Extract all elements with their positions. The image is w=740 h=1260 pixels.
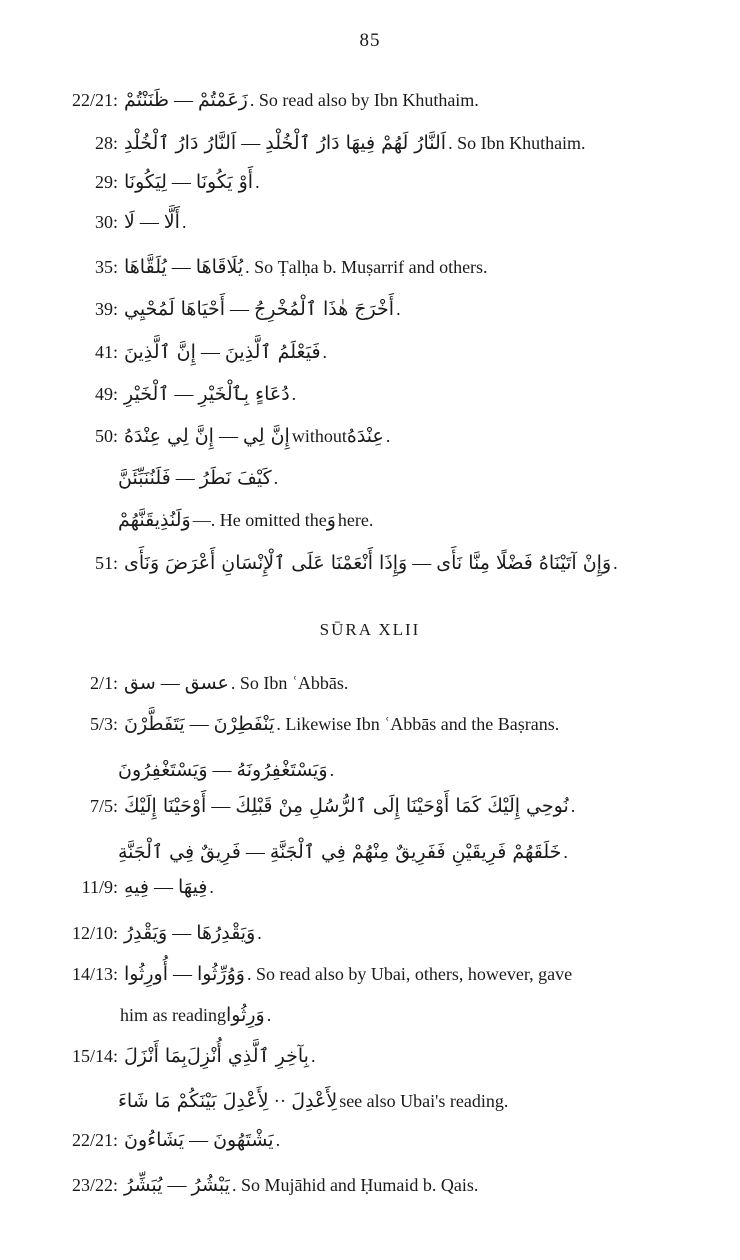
arabic-base-reading: إِنَّ لِي bbox=[242, 424, 290, 447]
arabic-variant bbox=[124, 963, 245, 986]
arabic-variant-reading: فَرِيقٌ فِي ٱلْجَنَّةِ bbox=[118, 840, 241, 863]
dash-separator: — bbox=[174, 383, 194, 405]
arabic-variant bbox=[124, 132, 446, 155]
verse-reference: 41: bbox=[94, 341, 118, 362]
english-note: him as reading bbox=[120, 1004, 226, 1025]
dash-separator: — bbox=[211, 795, 231, 817]
english-note: . bbox=[310, 1045, 316, 1066]
variant-line bbox=[38, 954, 572, 994]
verse-reference: 12/10: bbox=[71, 922, 118, 943]
english-note: . Likewise Ibn ʿAbbās and the Baṣrans. bbox=[276, 713, 560, 734]
arabic-base-reading: زَعَمْتُمْ bbox=[197, 88, 248, 111]
variant-line bbox=[60, 162, 260, 202]
variant-line bbox=[38, 1120, 280, 1160]
arabic-inline: عِنْدَهُ bbox=[346, 425, 384, 447]
arabic-variant-reading: فَلَنُنَبِّئَنَّ bbox=[118, 466, 171, 489]
arabic-variant bbox=[118, 509, 191, 531]
arabic-base-reading: يُلَاقَاهَا bbox=[195, 255, 244, 278]
arabic-variant-reading: وَلَنُذِيقَنَّهُمْ bbox=[118, 509, 191, 531]
arabic-variant bbox=[124, 383, 290, 406]
english-note: without bbox=[291, 425, 347, 446]
english-note: . bbox=[563, 841, 568, 862]
english-note: . So read also by Ibn Khuthaim. bbox=[249, 89, 479, 110]
arabic-variant-reading: يَتَفَطَّرْنَ bbox=[124, 712, 185, 735]
dash-separator: — bbox=[167, 1174, 187, 1196]
dash-separator: — bbox=[172, 922, 192, 944]
variant-line bbox=[118, 750, 334, 790]
arabic-base-reading: يَنْفَطِرْنَ bbox=[213, 712, 275, 735]
english-note-end: . bbox=[266, 1004, 272, 1025]
variant-line bbox=[60, 374, 296, 414]
verse-reference: 15/14: bbox=[71, 1045, 118, 1066]
english-note-end: here. bbox=[337, 509, 374, 530]
variant-line bbox=[60, 786, 575, 826]
arabic-variant-reading: بِمَا أَنْزَلَ bbox=[124, 1045, 187, 1067]
arabic-variant-reading: وَيَسْتَغْفِرُونَ bbox=[118, 758, 208, 781]
verse-reference: 28: bbox=[94, 132, 118, 153]
dash-separator: — bbox=[200, 341, 220, 363]
dash-separator: — bbox=[412, 552, 432, 574]
english-note-end: . bbox=[385, 425, 391, 446]
variant-line bbox=[38, 1036, 315, 1076]
dash-separator: — bbox=[245, 841, 265, 863]
dash-separator: — bbox=[241, 132, 261, 154]
arabic-variant-reading: لِيَكُونَا bbox=[124, 170, 167, 193]
arabic-variant-reading: ظَنَنْتُمْ bbox=[124, 88, 169, 111]
english-note: . bbox=[181, 211, 187, 232]
arabic-base-reading: لِأَعْدِلَ bbox=[291, 1089, 338, 1112]
dash-separator: — bbox=[173, 963, 193, 985]
dash-separator: — bbox=[175, 467, 195, 489]
english-note: . bbox=[209, 876, 214, 897]
english-note: —. He omitted the bbox=[192, 509, 327, 530]
arabic-variant bbox=[118, 1090, 337, 1113]
verse-reference: 30: bbox=[94, 211, 118, 232]
english-note: . bbox=[275, 1129, 281, 1150]
verse-reference: 7/5: bbox=[89, 795, 118, 816]
arabic-variant bbox=[124, 876, 207, 899]
verse-reference: 39: bbox=[94, 298, 118, 319]
english-note: . bbox=[291, 383, 297, 404]
arabic-variant-reading: لِأَعْدِلَ بَيْنَكُمْ مَا شَاءَ bbox=[118, 1089, 269, 1112]
arabic-variant bbox=[124, 552, 611, 575]
variant-line bbox=[38, 913, 262, 953]
variant-line bbox=[60, 289, 401, 329]
dash-separator: — bbox=[189, 713, 209, 735]
arabic-variant-reading: وَإِذَا أَنْعَمْنَا عَلَى ٱلْإِنْسَانِ أَعْرَضَ وَنَأَى bbox=[124, 551, 408, 574]
arabic-variant bbox=[118, 841, 561, 864]
dash-separator: — bbox=[218, 425, 238, 447]
variant-line bbox=[60, 416, 390, 456]
variant-line bbox=[60, 202, 186, 242]
variant-line bbox=[38, 1165, 478, 1205]
english-note: . So Ibn Khuthaim. bbox=[448, 132, 586, 153]
arabic-base-reading: أَوْ يَكُونَا bbox=[195, 170, 254, 193]
variant-line bbox=[118, 995, 271, 1035]
english-note: . bbox=[255, 171, 260, 192]
dash-separator: — bbox=[171, 171, 191, 193]
english-note: . bbox=[273, 467, 279, 488]
english-note: see also Ubai's reading. bbox=[339, 1090, 509, 1111]
variant-line bbox=[60, 247, 488, 287]
arabic-base-reading: اَلنَّارُ لَهُمْ فِيهَا دَارُ ٱلْخُلْدِ bbox=[265, 131, 447, 154]
verse-reference: 23/22: bbox=[71, 1174, 118, 1195]
verse-reference: 49: bbox=[94, 383, 118, 404]
arabic-variant bbox=[124, 425, 290, 448]
arabic-base-reading: وَيَسْتَغْفِرُونَهُ bbox=[236, 758, 328, 781]
arabic-base-reading: فَيَعْلَمُ ٱلَّذِينَ bbox=[224, 340, 321, 363]
arabic-variant bbox=[124, 211, 180, 234]
arabic-variant-reading: أَحْيَاهَا لَمُحْيِي bbox=[124, 297, 226, 320]
dash-separator: — bbox=[171, 256, 191, 278]
verse-reference: 2/1: bbox=[89, 672, 118, 693]
variant-line bbox=[38, 80, 479, 120]
arabic-base-reading: نُوحِي إِلَيْكَ كَمَا أَوْحَيْنَا إِلَى ٱلرُّسُلِ مِنْ قَبْلِكَ bbox=[235, 794, 569, 817]
arabic-base-reading: وَوُرِّثُوا bbox=[197, 962, 245, 985]
english-note: . bbox=[570, 795, 576, 816]
variant-line bbox=[38, 867, 214, 907]
dash-separator: — bbox=[189, 1129, 209, 1151]
page-number: 85 bbox=[359, 30, 381, 51]
dash-separator: — bbox=[230, 298, 250, 320]
arabic-variant bbox=[118, 759, 328, 782]
arabic-base-reading: كَيْفَ نَطَرُ bbox=[199, 466, 272, 489]
english-note: . bbox=[613, 552, 618, 573]
arabic-variant bbox=[124, 298, 394, 321]
arabic-base-reading: وَيَقْدِرُهَا bbox=[196, 921, 256, 944]
arabic-variant-reading: سق bbox=[124, 671, 156, 694]
dash-separator: — bbox=[173, 89, 193, 111]
arabic-variant bbox=[124, 1045, 309, 1067]
arabic-variant bbox=[124, 256, 243, 279]
variant-line bbox=[60, 123, 586, 163]
arabic-variant bbox=[124, 795, 569, 818]
english-note: . bbox=[322, 341, 328, 362]
variant-line bbox=[118, 500, 373, 540]
verse-reference: 29: bbox=[94, 171, 118, 192]
arabic-variant bbox=[124, 89, 248, 112]
arabic-variant bbox=[124, 171, 253, 194]
verse-reference: 11/9: bbox=[81, 876, 118, 897]
arabic-base-reading: أَلَّا bbox=[163, 210, 180, 233]
dash-separator: — bbox=[212, 759, 232, 781]
variant-line bbox=[60, 332, 327, 372]
arabic-variant bbox=[124, 1129, 274, 1152]
verse-reference: 50: bbox=[94, 425, 118, 446]
english-note: . So Ṭalḥa b. Muṣarrif and others. bbox=[245, 256, 488, 277]
arabic-base-reading: عسق bbox=[184, 671, 229, 694]
english-note: . So Mujāhid and Ḥumaid b. Qais. bbox=[231, 1174, 479, 1195]
english-note: . bbox=[329, 759, 335, 780]
arabic-variant bbox=[118, 467, 272, 490]
arabic-inline: وَرِثُوا bbox=[225, 1004, 265, 1026]
dash-separator: ·· bbox=[273, 1090, 287, 1112]
variant-line bbox=[60, 704, 559, 744]
arabic-variant bbox=[124, 1174, 230, 1197]
arabic-variant-reading: لَا bbox=[124, 210, 135, 233]
english-note: . So Ibn ʿAbbās. bbox=[230, 672, 349, 693]
arabic-variant-reading: ٱلْخَيْرِ bbox=[124, 382, 170, 405]
arabic-variant-reading: يُلَقَّاهَا bbox=[124, 255, 167, 278]
arabic-base-reading: وَإِنْ آتَيْنَاهُ فَضْلًا مِنَّا نَأَى bbox=[436, 551, 612, 574]
arabic-base-reading: يَشْتَهُونَ bbox=[213, 1128, 274, 1151]
verse-reference: 22/21: bbox=[71, 89, 118, 110]
arabic-base-reading: بِآخِرِ ٱلَّذِي أُنْزِلَ bbox=[186, 1045, 309, 1067]
verse-reference: 14/13: bbox=[71, 963, 118, 984]
dash-separator: — bbox=[154, 876, 174, 898]
verse-reference: 51: bbox=[94, 552, 118, 573]
variant-line bbox=[118, 1081, 508, 1121]
arabic-variant-reading: يَشَاءُونَ bbox=[124, 1128, 185, 1151]
verse-reference: 35: bbox=[94, 256, 118, 277]
arabic-variant-reading: أُورِثُوا bbox=[124, 962, 169, 985]
arabic-variant-reading: وَيَقْدِرُ bbox=[124, 921, 168, 944]
variant-line bbox=[118, 832, 568, 872]
arabic-variant bbox=[124, 341, 321, 364]
english-note: . So read also by Ubai, others, however, gave bbox=[246, 963, 573, 984]
arabic-variant-reading: أَوْحَيْنَا إِلَيْكَ bbox=[124, 794, 207, 817]
verse-reference: 22/21: bbox=[71, 1129, 118, 1150]
arabic-variant bbox=[124, 922, 255, 945]
verse-reference: 5/3: bbox=[89, 713, 118, 734]
arabic-variant-reading: فِيهِ bbox=[124, 875, 150, 898]
arabic-base-reading: يَبْشُرُ bbox=[191, 1173, 230, 1196]
arabic-variant-reading: إِنَّ لِي عِنْدَهُ bbox=[124, 424, 214, 447]
english-note: . bbox=[257, 922, 262, 943]
arabic-variant-reading: إِنَّ ٱلَّذِينَ bbox=[124, 340, 196, 363]
arabic-base-reading: خَلَقَهُمْ فَرِيقَيْنِ فَفَرِيقٌ مِنْهُمْ فِي ٱلْجَنَّةِ bbox=[269, 840, 562, 863]
variant-line bbox=[60, 663, 348, 703]
arabic-inline: وَ bbox=[326, 509, 336, 531]
dash-separator: — bbox=[160, 672, 180, 694]
arabic-base-reading: دُعَاءٍ بِٱلْخَيْرِ bbox=[198, 382, 290, 405]
arabic-variant bbox=[124, 672, 229, 695]
arabic-variant-reading: يُبَشِّرُ bbox=[124, 1173, 163, 1196]
dash-separator: — bbox=[139, 211, 159, 233]
variant-line bbox=[60, 543, 618, 583]
arabic-base-reading: فِيهَا bbox=[178, 875, 208, 898]
arabic-base-reading: أَخْرَجَ هٰذَا ٱلْمُخْرِجُ bbox=[254, 297, 395, 320]
sura-heading: SŪRA XLII bbox=[319, 620, 421, 639]
variant-line bbox=[118, 458, 278, 498]
arabic-variant-reading: اَلنَّارُ دَارُ ٱلْخُلْدِ bbox=[124, 131, 237, 154]
english-note: . bbox=[396, 298, 401, 319]
arabic-variant bbox=[124, 713, 274, 736]
